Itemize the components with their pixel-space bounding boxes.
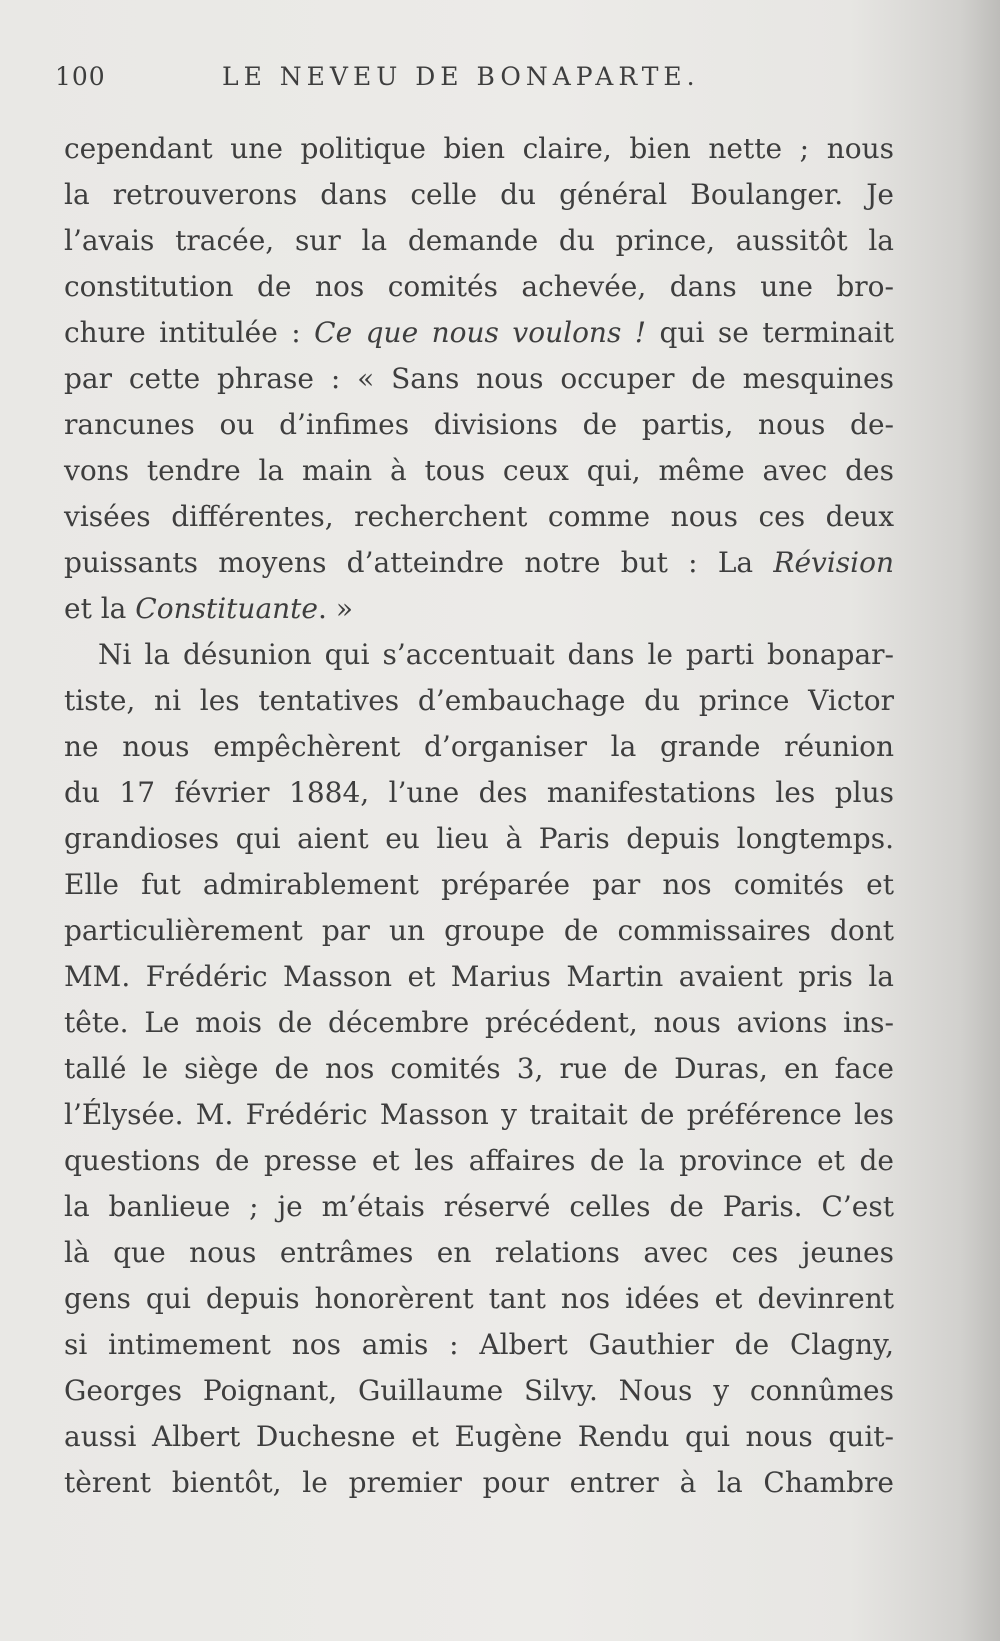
text-line [64, 1046, 894, 1092]
line-text: et la [64, 592, 136, 625]
line-text: rancunes ou d’infimes divisions de partis, nous de- [64, 408, 894, 441]
line-text: si intimement nos amis : Albert Gauthier de Clagny, [64, 1328, 894, 1361]
line-text: particulièrement par un groupe de commissaires dont [64, 914, 894, 947]
line-text: par cette phrase : « Sans nous occuper de mesquines [64, 362, 894, 395]
line-text: l’Élysée. M. Frédéric Masson y traitait de préférence les [64, 1098, 894, 1131]
text-line [64, 586, 894, 632]
page-header [55, 62, 735, 102]
line-text: qui se terminait [646, 316, 894, 349]
line-text: là que nous entrâmes en relations avec ces jeunes [64, 1236, 894, 1269]
text-line [64, 1414, 894, 1460]
running-title: LE NEVEU DE BONAPARTE. [222, 62, 700, 91]
line-text: l’avais tracée, sur la demande du prince, aussitôt la [64, 224, 894, 257]
text-line [64, 770, 894, 816]
text-line [64, 816, 894, 862]
line-text: chure intitulée : [64, 316, 315, 349]
text-line [64, 1092, 894, 1138]
text-line [64, 1000, 894, 1046]
text-line [64, 908, 894, 954]
line-text: tiste, ni les tentatives d’embauchage du prince Victor [64, 684, 894, 717]
italic-word-text: Révision [773, 546, 894, 579]
line-text: cependant une politique bien claire, bien nette ; nous [64, 132, 894, 165]
italic-title-text: Ce que nous voulons ! [314, 316, 647, 349]
text-line [64, 310, 894, 356]
line-text: . » [318, 592, 353, 625]
text-line [64, 862, 894, 908]
line-text: du 17 février 1884, l’une des manifestations les plus [64, 776, 894, 809]
line-text: visées différentes, recherchent comme nous ces deux [64, 500, 894, 533]
text-line [64, 724, 894, 770]
text-line [64, 1322, 894, 1368]
line-text: la banlieue ; je m’étais réservé celles de Paris. C’est [64, 1190, 894, 1223]
text-line [64, 954, 894, 1000]
text-line [64, 1230, 894, 1276]
text-line [64, 264, 894, 310]
line-text: MM. Frédéric Masson et Marius Martin avaient pris la [64, 960, 894, 993]
line-text: aussi Albert Duchesne et Eugène Rendu qui nous quit- [64, 1420, 894, 1453]
text-line [64, 356, 894, 402]
text-line [64, 1368, 894, 1414]
text-line [64, 1460, 894, 1506]
line-text: Georges Poignant, Guillaume Silvy. Nous y connûmes [64, 1374, 894, 1407]
line-text: Ni la désunion qui s’accentuait dans le parti bonapar- [98, 638, 894, 671]
text-line [64, 1138, 894, 1184]
body-text [64, 126, 894, 1506]
line-text: constitution de nos comités achevée, dans une bro- [64, 270, 894, 303]
line-text: ne nous empêchèrent d’organiser la grande réunion [64, 730, 894, 763]
text-line [64, 448, 894, 494]
line-text: grandioses qui aient eu lieu à Paris depuis longtemps. [64, 822, 894, 855]
text-line [64, 218, 894, 264]
line-text: la retrouverons dans celle du général Boulanger. Je [64, 178, 894, 211]
page-number: 100 [55, 62, 106, 91]
text-line [64, 172, 894, 218]
text-line [64, 494, 894, 540]
text-line [64, 678, 894, 724]
text-line [64, 632, 894, 678]
text-line [64, 126, 894, 172]
line-text: puissants moyens d’atteindre notre but : La [64, 546, 774, 579]
text-line [64, 1276, 894, 1322]
line-text: vons tendre la main à tous ceux qui, même avec des [64, 454, 894, 487]
line-text: tallé le siège de nos comités 3, rue de Duras, en face [64, 1052, 894, 1085]
line-text: Elle fut admirablement préparée par nos comités et [64, 868, 894, 901]
line-text: gens qui depuis honorèrent tant nos idées et devinrent [64, 1282, 894, 1315]
line-text: questions de presse et les affaires de la province et de [64, 1144, 894, 1177]
line-text: tête. Le mois de décembre précédent, nous avions ins- [64, 1006, 894, 1039]
italic-word-text: Constituante [135, 592, 319, 625]
text-line [64, 540, 894, 586]
text-line [64, 402, 894, 448]
line-text: tèrent bientôt, le premier pour entrer à la Chambre [64, 1466, 894, 1499]
text-line [64, 1184, 894, 1230]
